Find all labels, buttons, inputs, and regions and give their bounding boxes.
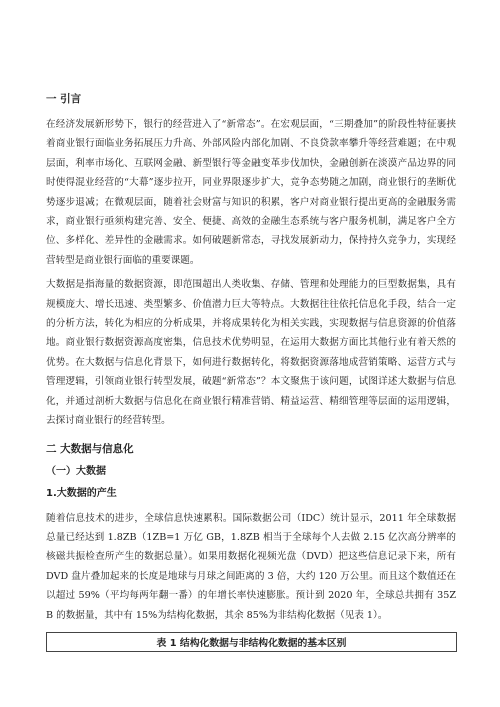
intro-paragraph-1: 在经济发展新形势下，银行的经营进入了“新常态”。在宏观层面，“三期叠加”的阶段性特征裹挟着商业银行面临业务拓展压力升高、外部风险内部化加剧、不良贷款率攀升等经营难题；在中观层面，利率市场化、互联网金融、新型银行等金融变革步伐加快，金融创新在淡漠产品边界的同时使得混业经营的“大幕”逐步拉开，同业界限逐步扩大，竞争态势随之加剧，商业银行的垄断优势逐步退减；在微观层面，随着社会财富与知识的积累，客户对商业银行提出更高的金融服务需求，商业银行亟须构建完善、安全、便捷、高效的金融生态系统与客户服务机制，满足客户全方位、多样化、差异性的金融需求。如何破题新常态，寻找发展新动力，保持持久竞争力，实现经营转型是商业银行面临的重要课题。 [46,119,456,266]
bigdata-paragraph-1: 随着信息技术的进步，全球信息快速累积。国际数据公司（IDC）统计显示，2011 年全球数据总量已经达到 1.8ZB（1ZB=1 万亿 GB，1.8ZB 相当于全球每个人去做 2.15 亿次高分辨率的核磁共振检查所产生的数据总量）。如果用数据化视频光盘（DVD）把这些信息记录下来，所有 DVD 盘片叠加起来的长度是地球与月球之间距离的 3 倍，大约 120 万公里。而且这个数值还在以超过 59%（平均每两年翻一番）的年增长率快速膨胀。预计到 2020 年，全球总共拥有 35ZB 的数据量，其中有 15%为结构化数据，其余 85%为非结构化数据（见表 1）。 [46,512,456,621]
table-1-caption: 表 1 结构化数据与非结构化数据的基本区别 [156,638,347,649]
subsection-heading-bigdata: （一）大数据 [46,465,106,477]
intro-paragraph-2: 大数据是指海量的数据资源，即范围超出人类收集、存储、管理和处理能力的巨型数据集，具有规模庞大、增长迅速、类型繁多、价值潜力巨大等特点。大数据往往依托信息化手段，结合一定的分析方法，转化为相应的分析成果，并将成果转化为相关实践，实现数据与信息资源的价值落地。商业银行数据资源高度密集，信息技术优势明显，在运用大数据方面比其他行业有着天然的优势。在大数据与信息化背景下，如何进行数据转化，将数据资源落地成营销策略、运营方式与管理逻辑，引领商业银行转型发展，破题“新常态”？本文聚焦于该问题，试图详述大数据与信息化，并通过剖析大数据与信息化在商业银行精准营销、精益运营、精细管理等层面的运用逻辑，去探讨商业银行的经营转型。 [46,279,456,427]
table-1-caption-box [46,632,457,652]
section-heading-bigdata: 二 大数据与信息化 [46,442,134,455]
document-body [46,92,456,625]
section-heading-intro: 一 引言 [46,93,82,105]
subsection-heading-origin: 1.大数据的产生 [46,487,117,499]
